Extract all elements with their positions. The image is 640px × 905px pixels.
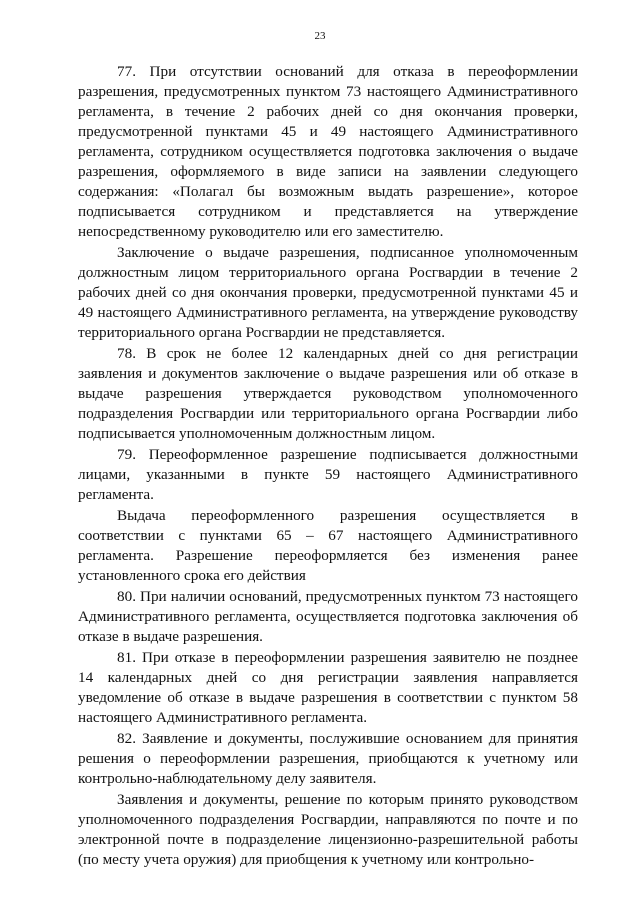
paragraph-81: 81. При отказе в переоформлении разрешения заявителю не позднее 14 календарных дней со дня регистрации заявления направляется уведомление об отказе в выдаче разрешения в соответствии с пунктом 58 настоящего Административного регламента. bbox=[78, 649, 578, 726]
paragraph-80: 80. При наличии оснований, предусмотренных пунктом 73 настоящего Административного регламента, осуществляется подготовка заключения об отказе в выдаче разрешения. bbox=[78, 588, 578, 645]
paragraph-78: 78. В срок не более 12 календарных дней со дня регистрации заявления и документов заключение о выдаче разрешения или об отказе в выдаче разрешения утверждается руководством уполномоченного подразделения Росгвардии или территориального органа Росгвардии либо подписывается уполномоченным должностным лицом. bbox=[78, 345, 578, 442]
paragraph-82-documents: Заявления и документы, решение по которым принято руководством уполномоченного подразделения Росгвардии, направляются по почте и по электронной почте в подразделение лицензионно-разрешительной работы (по месту учета оружия) для приобщения к учетному или контрольно- bbox=[78, 791, 578, 868]
paragraph-77-conclusion: Заключение о выдаче разрешения, подписанное уполномоченным должностным лицом территориального органа Росгвардии в течение 2 рабочих дней со дня окончания проверки, предусмотренной пунктами 45 и 49 настоящего Административного регламента, на утверждение руководству территориального органа Росгвардии не представляется. bbox=[78, 244, 578, 341]
paragraph-79-issuance: Выдача переоформленного разрешения осуществляется в соответствии с пунктами 65 – 67 настоящего Административного регламента. Разрешение переоформляется без изменения ранее установленного срока его действия bbox=[78, 507, 578, 584]
page-number: 23 bbox=[314, 30, 326, 42]
paragraph-77: 77. При отсутствии оснований для отказа в переоформлении разрешения, предусмотренных пунктом 73 настоящего Административного регламента, в течение 2 рабочих дней со дня окончания проверки, предусмотренной пунктами 45 и 49 настоящего Административного регламента, сотрудником осуществляется подготовка заключения о выдаче разрешения, оформляемого в виде записи на заявлении следующего содержания: «Полагал бы возможным выдать разрешение», которое подписывается сотрудником и представляется на утверждение непосредственному руководителю или его заместителю. bbox=[78, 63, 578, 240]
paragraph-79: 79. Переоформленное разрешение подписывается должностными лицами, указанными в пункте 59 настоящего Административного регламента. bbox=[78, 446, 578, 503]
paragraph-82: 82. Заявление и документы, послужившие основанием для принятия решения о переоформлении разрешения, приобщаются к учетному или контрольно-наблюдательному делу заявителя. bbox=[78, 730, 578, 787]
document-body bbox=[78, 62, 578, 871]
